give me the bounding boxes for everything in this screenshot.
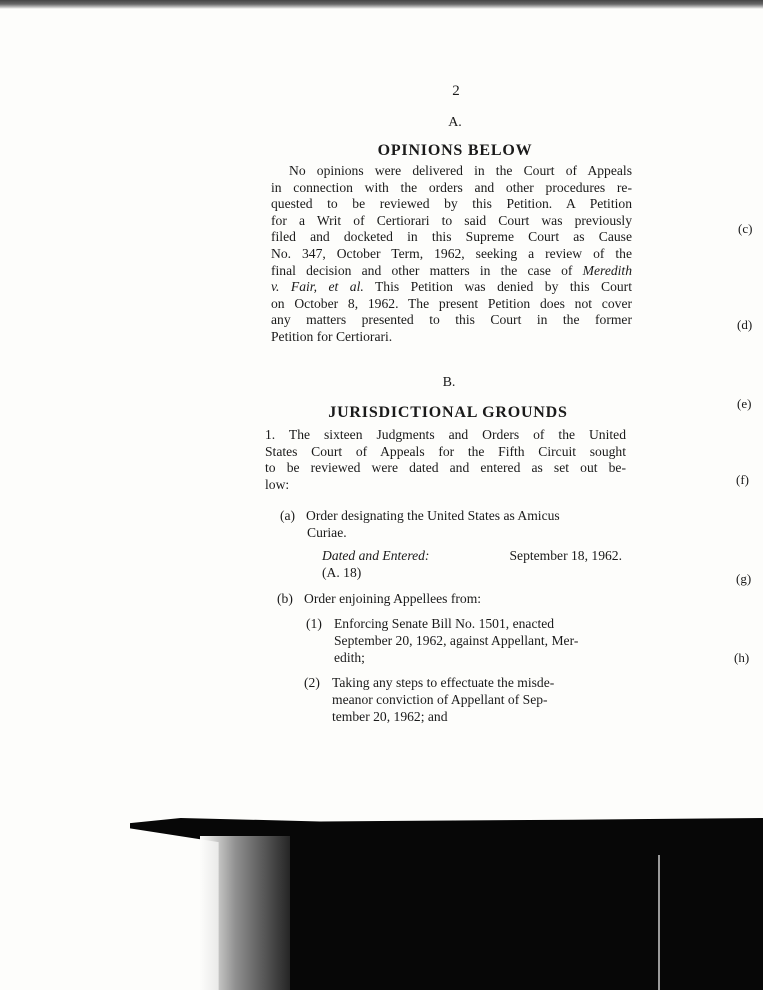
- paragraph-line: States Court of Appeals for the Fifth Circuit sought: [265, 443, 626, 459]
- scan-top-edge: [0, 0, 763, 9]
- scan-gradient-region: [200, 836, 290, 990]
- paragraph-line: in connection with the orders and other procedures re-: [271, 179, 632, 195]
- margin-label-d: (d): [737, 317, 753, 332]
- item-a-continued: Curiae.: [307, 525, 347, 540]
- case-name-continued: v. Fair, et al.: [271, 279, 364, 295]
- paragraph-line: on October 8, 1962. The present Petition does not cover: [271, 295, 632, 311]
- item-a-citation: (A. 18): [322, 565, 362, 580]
- section-b-letter: B.: [442, 375, 456, 390]
- paragraph-line: for a Writ of Certiorari to said Court was previously: [271, 212, 632, 228]
- opinions-below-paragraph: [271, 163, 632, 346]
- margin-label-e: (e): [737, 396, 752, 411]
- paragraph-line: 1. The sixteen Judgments and Orders of the United: [265, 427, 626, 442]
- item-b: [277, 591, 622, 608]
- item-text: Taking any steps to effectuate the misde-: [332, 675, 555, 690]
- item-b2-continued: tember 20, 1962; and: [332, 709, 448, 724]
- margin-label-c: (c): [738, 221, 753, 236]
- paragraph-line: quested to be reviewed by this Petition. A Petition: [271, 196, 632, 212]
- item-a-dated: [322, 548, 622, 565]
- paragraph-line: low:: [265, 476, 290, 492]
- dated-label: Dated and Entered:: [322, 548, 430, 563]
- paragraph-text: This Petition was denied by this Court: [375, 279, 632, 295]
- paragraph-line: Petition for Certiorari.: [271, 328, 393, 344]
- item-text: Order enjoining Appellees from:: [304, 591, 482, 606]
- margin-label-f: (f): [736, 472, 749, 487]
- section-a-heading: OPINIONS BELOW: [377, 142, 533, 159]
- paragraph-line: any matters presented to this Court in the former: [271, 312, 632, 328]
- item-label: (a): [280, 508, 296, 523]
- case-name: Meredith: [582, 262, 632, 278]
- item-b1: [306, 616, 619, 633]
- paragraph-line: filed and docketed in this Supreme Court as Cause: [271, 229, 632, 245]
- dated-value: September 18, 1962.: [509, 548, 622, 563]
- item-b2: [304, 675, 619, 692]
- scan-vertical-line: [658, 855, 660, 990]
- item-text: Order designating the United States as Amicus: [306, 508, 560, 523]
- item-label: (1): [306, 616, 322, 631]
- paragraph-text: final decision and other matters in the case of: [271, 262, 573, 278]
- paragraph-line: [271, 263, 632, 280]
- item-b1-continued: September 20, 1962, against Appellant, Mer-: [334, 633, 579, 648]
- section-b-heading: JURISDICTIONAL GROUNDS: [328, 404, 568, 421]
- item-label: (2): [304, 675, 320, 690]
- margin-label-g: (g): [736, 571, 752, 586]
- section-a-letter: A.: [448, 115, 462, 130]
- jurisdictional-grounds-paragraph: [265, 427, 626, 493]
- paragraph-line: to be reviewed were dated and entered as set out be-: [265, 460, 626, 476]
- page-number: 2: [452, 83, 460, 99]
- margin-label-h: (h): [734, 650, 750, 665]
- item-b2-continued: meanor conviction of Appellant of Sep-: [332, 692, 548, 707]
- paragraph-line: No opinions were delivered in the Court of Appeals: [289, 163, 632, 178]
- item-label: (b): [277, 591, 293, 606]
- item-b1-continued: edith;: [334, 650, 365, 665]
- item-text: Enforcing Senate Bill No. 1501, enacted: [334, 616, 555, 631]
- paragraph-line: [271, 279, 632, 296]
- paragraph-line: No. 347, October Term, 1962, seeking a review of the: [271, 245, 632, 261]
- item-a: [280, 508, 625, 525]
